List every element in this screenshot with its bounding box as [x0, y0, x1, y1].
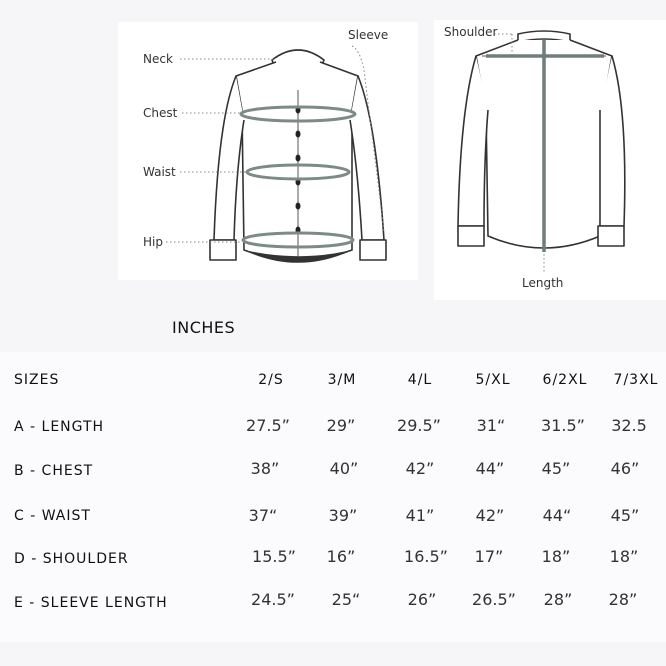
- row-label-waist: C - WAIST: [14, 508, 91, 524]
- table-cell: 29.5”: [397, 416, 441, 435]
- table-cell: 31.5”: [541, 416, 585, 435]
- table-cell: 44”: [475, 459, 505, 478]
- size-header: 2/S: [258, 372, 284, 388]
- table-cell: 45”: [541, 459, 571, 478]
- table-cell: 40”: [329, 459, 359, 478]
- table-cell: 29”: [326, 416, 356, 435]
- neck-label: Neck: [143, 52, 173, 66]
- shoulder-label: Shoulder: [444, 25, 498, 39]
- table-cell: 38”: [250, 459, 280, 478]
- table-cell: 27.5”: [246, 416, 290, 435]
- table-cell: 41”: [405, 506, 435, 525]
- size-header: 4/L: [407, 372, 433, 388]
- table-cell: 26”: [407, 590, 437, 609]
- table-cell: 18”: [609, 547, 639, 566]
- table-cell: 31“: [476, 416, 506, 435]
- table-cell: 44“: [542, 506, 572, 525]
- table-cell: 32.5: [611, 416, 647, 435]
- table-cell: 25“: [331, 590, 361, 609]
- table-cell: 28”: [543, 590, 573, 609]
- hip-label: Hip: [143, 235, 163, 249]
- table-cell: 42”: [405, 459, 435, 478]
- table-cell: 46”: [610, 459, 640, 478]
- waist-label: Waist: [143, 165, 176, 179]
- chest-label: Chest: [143, 106, 178, 120]
- table-cell: 18”: [541, 547, 571, 566]
- table-cell: 24.5”: [251, 590, 295, 609]
- table-cell: 15.5”: [252, 547, 296, 566]
- table-cell: 26.5”: [472, 590, 516, 609]
- table-cell: 16”: [326, 547, 356, 566]
- table-cell: 45”: [610, 506, 640, 525]
- length-label: Length: [522, 276, 564, 290]
- size-header: 5/XL: [475, 372, 511, 388]
- size-header: 6/2XL: [542, 372, 588, 388]
- sizes-header-label: SIZES: [14, 372, 60, 388]
- row-label-sleeve-length: E - SLEEVE LENGTH: [14, 595, 168, 611]
- sleeve-label: Sleeve: [348, 28, 389, 42]
- row-label-chest: B - CHEST: [14, 463, 94, 479]
- size-header: 3/M: [327, 372, 357, 388]
- table-cell: 42”: [475, 506, 505, 525]
- table-cell: 16.5”: [404, 547, 448, 566]
- units-title: INCHES: [172, 318, 236, 337]
- table-cell: 17”: [474, 547, 504, 566]
- table-cell: 39”: [328, 506, 358, 525]
- row-label-shoulder: D - SHOULDER: [14, 551, 129, 567]
- table-cell: 28”: [608, 590, 638, 609]
- size-chart-table: [0, 352, 666, 642]
- row-label-length: A - LENGTH: [14, 419, 105, 435]
- size-header: 7/3XL: [613, 372, 659, 388]
- table-cell: 37“: [248, 506, 278, 525]
